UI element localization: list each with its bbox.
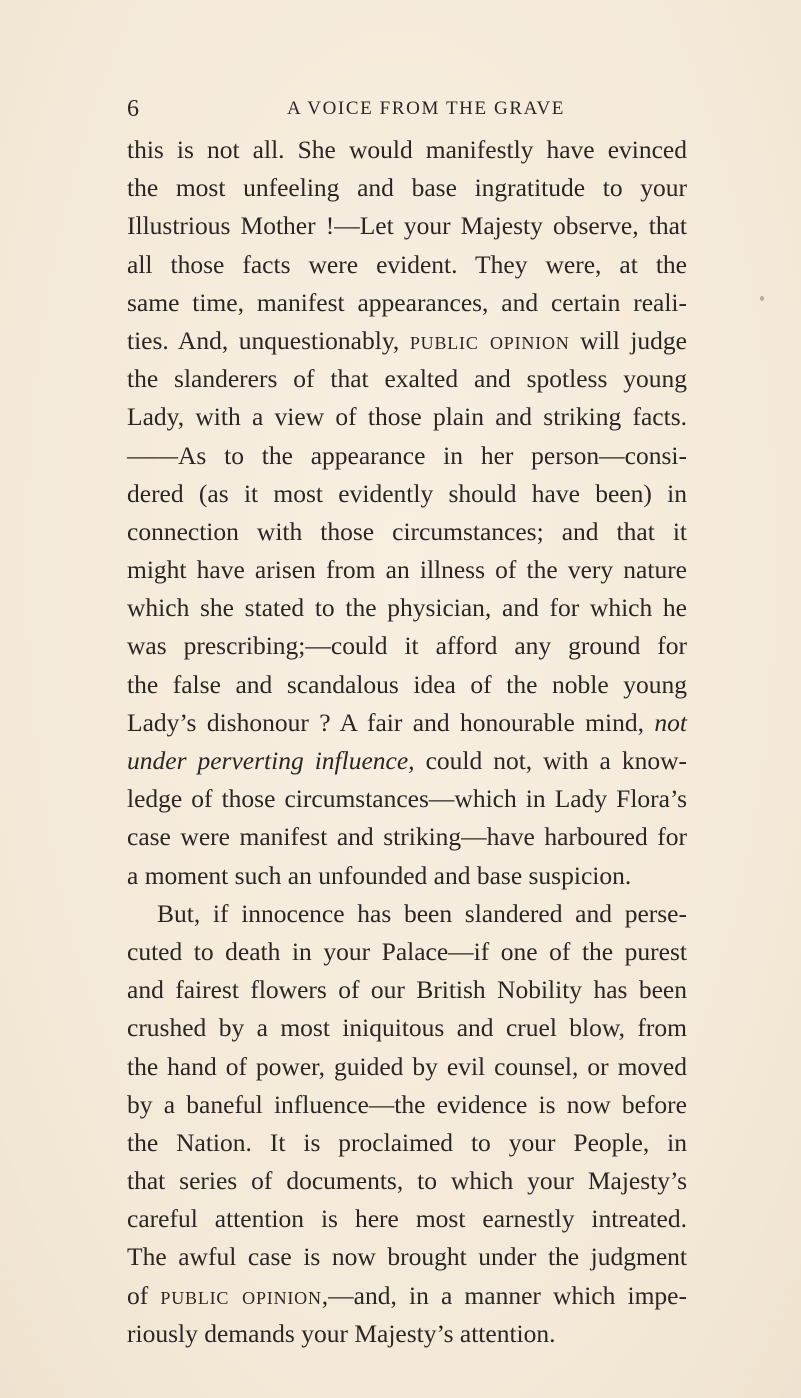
- italic-text: not: [654, 707, 687, 737]
- text-line: same time, manifest appearances, and certain reali-: [127, 287, 687, 317]
- text-line: cuted to death in your Palace—if one of the purest: [127, 936, 687, 966]
- text-line: was prescribing;—could it afford any ground for: [127, 631, 687, 661]
- text-line: the false and scandalous idea of the noble young: [127, 669, 687, 699]
- text-line: ——As to the appearance in her person—consi-: [127, 440, 687, 470]
- text-line: by a baneful influence—the evidence is now before: [127, 1089, 687, 1119]
- running-title: A VOICE FROM THE GRAVE: [287, 98, 566, 119]
- text-line: that series of documents, to which your Majesty’s: [127, 1166, 687, 1196]
- small-caps-text: public opinion: [409, 325, 570, 355]
- small-caps-text: public opinion: [160, 1280, 322, 1310]
- page-number: 6: [127, 96, 139, 122]
- text-line: ledge of those circumstances—which in Lady Flora’s: [127, 784, 687, 814]
- text-line: connection with those circumstances; and that it: [127, 516, 687, 546]
- text-line: case were manifest and striking—have harboured for: [127, 822, 687, 852]
- text-line: careful attention is here most earnestly intreated.: [127, 1204, 687, 1234]
- text-line: dered (as it most evidently should have been) in: [127, 478, 687, 508]
- text-line: might have arisen from an illness of the very nature: [127, 555, 687, 585]
- text-line: under perverting influence, could not, with a know-: [127, 746, 687, 775]
- paper-speck: [760, 296, 764, 301]
- text-line: of public opinion,—and, in a manner which impe-: [127, 1280, 687, 1310]
- text-line: and fairest flowers of our British Nobility has been: [127, 975, 687, 1005]
- text-line: ties. And, unquestionably, public opinion will judge: [127, 325, 687, 355]
- text-line: The awful case is now brought under the judgment: [127, 1242, 687, 1272]
- text-line: riously demands your Majesty’s attention.: [127, 1318, 556, 1348]
- text-line: the most unfeeling and base ingratitude to your: [127, 173, 687, 203]
- text-line: But, if innocence has been slandered and perse-: [157, 898, 687, 928]
- text-line: Lady’s dishonour ? A fair and honourable mind, not: [127, 707, 687, 737]
- page-header: [127, 94, 687, 124]
- body-text: [127, 131, 687, 1353]
- text-line: all those facts were evident. They were, at the: [127, 249, 687, 279]
- text-line: the Nation. It is proclaimed to your People, in: [127, 1127, 687, 1157]
- text-line: Lady, with a view of those plain and striking facts.: [127, 402, 687, 432]
- italic-text: under perverting influence,: [127, 746, 415, 775]
- text-line: Illustrious Mother !—Let your Majesty observe, that: [127, 211, 687, 241]
- text-line: a moment such an unfounded and base suspicion.: [127, 860, 632, 890]
- text-line: which she stated to the physician, and for which he: [127, 593, 687, 623]
- text-line: the hand of power, guided by evil counsel, or moved: [127, 1051, 687, 1081]
- text-line: this is not all. She would manifestly have evinced: [127, 135, 687, 164]
- text-line: the slanderers of that exalted and spotless young: [127, 364, 687, 394]
- text-line: crushed by a most iniquitous and cruel blow, from: [127, 1013, 687, 1043]
